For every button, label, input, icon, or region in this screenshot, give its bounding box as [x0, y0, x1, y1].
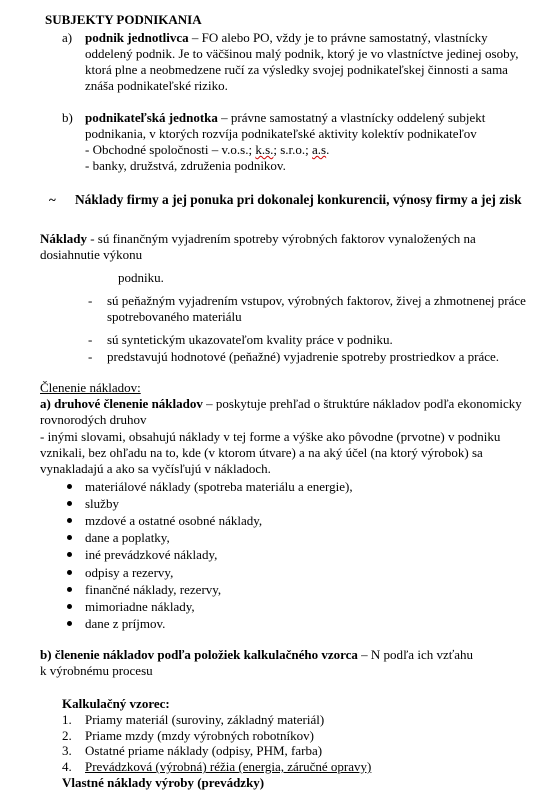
list-item: dane z príjmov.	[85, 615, 166, 631]
dash-item: sú syntetickým ukazovateľom kvality práce v podniku.	[107, 332, 393, 347]
paragraph-line: rovnorodých druhov	[40, 412, 147, 427]
paragraph-line: vynakladajú a ako sa vyčísľujú v nákladoch.	[40, 461, 271, 476]
section-heading-naklady-firmy: Náklady firmy a jej ponuka pri dokonalej konkurencii, výnosy firmy a jej zisk	[75, 192, 522, 207]
subheading-kalkulacny-vzorec: Kalkulačný vzorec:	[62, 696, 170, 711]
dash-marker: -	[88, 332, 93, 347]
bullet-icon	[67, 587, 72, 592]
term-druhove-clenenie: a) druhové členenie nákladov	[40, 396, 203, 411]
bullet-icon	[67, 552, 72, 557]
bullet-icon	[67, 535, 72, 540]
list-number: 4.	[62, 759, 72, 775]
list-marker-a: a)	[62, 30, 73, 45]
bullet-icon	[67, 570, 72, 575]
dash-item-cont: spotrebovaného materiálu	[107, 309, 242, 324]
list-item: dane a poplatky,	[85, 530, 170, 546]
section-marker: ~	[49, 192, 56, 207]
dash-item: sú peňažným vyjadrením vstupov, výrobných faktorov, živej a zhmotnenej práce	[107, 293, 526, 308]
term-podnikatelska-jednotka: podnikateľská jednotka	[85, 110, 218, 125]
subheading-clenenie: Členenie nákladov:	[40, 380, 141, 395]
list-number: 3.	[62, 743, 72, 759]
list-item: Priamy materiál (suroviny, základný materiál)	[85, 712, 325, 727]
dash-marker: -	[88, 293, 93, 308]
list-item: služby	[85, 496, 119, 512]
bullet-icon	[67, 518, 72, 523]
paragraph-line: ktorá plne a neobmedzene ručí za výsledky svojej podnikateľskej činnosti a sama	[85, 62, 508, 77]
paragraph-line: znáša podnikateľské riziko.	[85, 78, 228, 93]
paragraph-line: - inými slovami, obsahujú náklady v tej forme a výške ako pôvodne (prvotne) v podniku	[40, 429, 501, 444]
list-marker-b: b)	[62, 110, 73, 125]
paragraph-line: podnikania, v ktorých rozvíja podnikateľské aktivity kolektív podnikateľov	[85, 126, 477, 141]
paragraph-line: dosiahnutie výkonu	[40, 247, 143, 262]
bullet-icon	[67, 484, 72, 489]
term-podnik-jednotlivca: podnik jednotlivca	[85, 30, 189, 45]
bullet-icon	[67, 621, 72, 626]
paragraph-line: podniku.	[118, 270, 164, 285]
paragraph-line: a) druhové členenie nákladov – poskytuje prehľad o štruktúre nákladov podľa ekonomicky	[40, 396, 522, 411]
company-types-line: - Obchodné spoločnosti – v.o.s.; k.s.; s.r.o.; a.s.	[85, 142, 330, 157]
list-number: 2.	[62, 727, 72, 743]
list-item: Ostatné priame náklady (odpisy, PHM, farba)	[85, 743, 323, 759]
section-heading-subjekty: SUBJEKTY PODNIKANIA	[45, 12, 202, 27]
paragraph-line: podnikateľská jednotka – právne samostatný a vlastnícky oddelený subjekt	[85, 110, 486, 125]
paragraph-line: b) členenie nákladov podľa položiek kalkulačného vzorca – N podľa ich vzťahu	[40, 647, 474, 662]
paragraph-line: oddelený podnik. Je to väčšinou malý podnik, ktorý je vo vlastníctve jedinej osoby,	[85, 46, 519, 61]
dash-marker: -	[88, 349, 93, 364]
paragraph-line: k výrobnému procesu	[40, 663, 153, 678]
paragraph-line: vznikali, bez ohľadu na to, kde (v ktorom útvare) a na aký účel (na ktorý výrobok) sa	[40, 445, 483, 460]
term-clenenie-kalkulacne: b) členenie nákladov podľa položiek kalkulačného vzorca	[40, 647, 358, 662]
dash-item: predstavujú hodnotové (peňažné) vyjadrenie spotreby prostriedkov a práce.	[107, 349, 500, 364]
list-item: mimoriadne náklady,	[85, 598, 195, 614]
bullet-icon	[67, 604, 72, 609]
list-item: finančné náklady, rezervy,	[85, 581, 222, 597]
paragraph-line: Náklady - sú finančným vyjadrením spotreby výrobných faktorov vynaložených na	[40, 231, 476, 246]
paragraph-line: podnik jednotlivca – FO alebo PO, vždy je to právne samostatný, vlastnícky	[85, 30, 488, 45]
list-item: Priame mzdy (mzdy výrobných robotníkov)	[85, 727, 314, 743]
list-item: materiálové náklady (spotreba materiálu a energie),	[85, 479, 353, 494]
subtotal-line: Vlastné náklady výroby (prevádzky)	[62, 775, 265, 790]
term-naklady: Náklady	[40, 231, 87, 246]
list-item: Prevádzková (výrobná) réžia (energia, záručné opravy)	[85, 759, 372, 775]
list-item: odpisy a rezervy,	[85, 564, 174, 580]
list-item: mzdové a ostatné osobné náklady,	[85, 513, 263, 529]
list-number: 1.	[62, 712, 72, 727]
bullet-icon	[67, 501, 72, 506]
paragraph-line: - banky, družstvá, združenia podnikov.	[85, 158, 286, 173]
list-item: iné prevádzkové náklady,	[85, 547, 218, 563]
